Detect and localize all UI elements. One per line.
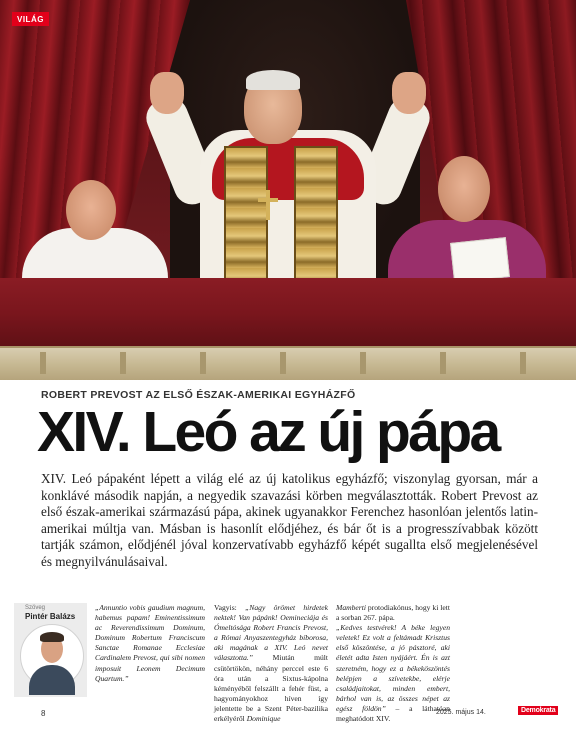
- balustrade-post: [200, 352, 206, 374]
- balustrade-post: [360, 352, 366, 374]
- body-column-2: [214, 603, 328, 724]
- balustrade-post: [40, 352, 46, 374]
- section-badge: VILÁG: [12, 12, 49, 26]
- pope-hand-right: [392, 72, 426, 114]
- balustrade-post: [120, 352, 126, 374]
- pectoral-cross-icon: [266, 190, 270, 220]
- pope-stole-left: [224, 146, 268, 284]
- avatar-body: [29, 665, 75, 695]
- page-number: 8: [41, 709, 46, 718]
- col2-text-c: Miután múlt csütörtökön, néhány perccel este 6 óra után a Sixtus-kápolna kéményéből felszállt a fehér füst, a hagyományokhoz híven így jelentette be a Szent Péter-bazilika erkélyéről: [214, 653, 328, 724]
- brand-logo: Demokrata: [518, 706, 558, 715]
- body-column-1: „Annuntio vobis gaudium magnum, habemus papam! Eminentissimum ac Reverendissimum Dominum, Dominum Robertum Franciscum Sanctae Romanae Ecclesiae Cardinalem Prevost, qui sibi nomen imposuit Leonem Decimum Quartum.”: [95, 603, 205, 683]
- col3-text-d: – a láthatóan meghatódott XIV.: [336, 703, 450, 724]
- bishop-left-head: [66, 180, 116, 240]
- col2-text-a: Vagyis:: [214, 603, 246, 612]
- pope-stole-right: [294, 146, 338, 284]
- balustrade: [0, 346, 576, 380]
- col2-quote: „Nagy örömet hirdetek nektek! Van pápánk! Oemineciája és Ómeltósága Robert Francis Prevost, a Római Anyaszentegyház bíborosa, aki magának a XIV. Leó nevet választotta.”: [214, 603, 328, 663]
- lead-paragraph: XIV. Leó pápaként lépett a világ elé az új katolikus egyházfő; viszonylag gyorsan, már a konklávé második napján, a negyedik szavazási körben megválasztották. Robert Prevost az első észak-amerikai származású pápa, akinek ugyanakkor Ferenchez hasonlóan jelentős latin-amerikai múltja van. Másban is hasonlít elődjéhez, és bár őt is a progresszívabbak között tartják számon, elődjénél jóval konzervatívabb egyházfő képét sugallta első megjelenésével és megnyilvánulásaival.: [41, 471, 538, 569]
- balustrade-post: [280, 352, 286, 374]
- body-column-3: [336, 603, 450, 724]
- author-avatar: [20, 624, 84, 688]
- pope-hair: [246, 70, 300, 90]
- kicker: ROBERT PREVOST AZ ELSŐ ÉSZAK-AMERIKAI EGYHÁZFŐ: [41, 389, 356, 401]
- col3-name: Mamberti: [336, 603, 366, 612]
- balustrade-post: [440, 352, 446, 374]
- headline: XIV. Leó az új pápa: [37, 400, 499, 464]
- avatar-hair: [40, 632, 64, 642]
- author-name: Pintér Balázs: [25, 612, 76, 621]
- pope-hand-left: [150, 72, 184, 114]
- issue-date: 2025. május 14.: [436, 709, 486, 716]
- col2-name: Dominique: [246, 714, 281, 724]
- col3-quote: „Kedves testvérek! A béke legyen veletek! Ez volt a feltámadt Krisztus első köszöntése, a jó pásztoré, aki életét adta Isten nyájáért. Én is azt szeretném, hogy ez a békeköszöntés belépjen a szívetekbe, elérje családjaitokat, minden embert, bárhol van is, az összes népet az egész földön”: [336, 623, 450, 713]
- balustrade-post: [520, 352, 526, 374]
- bishop-right-paper: [450, 237, 510, 283]
- bishop-right-head: [438, 156, 490, 222]
- balcony-drape: [0, 278, 576, 348]
- col3-text-b: protodiakónus, hogy ki lett a sorban 267. pápa.: [336, 603, 450, 623]
- author-role: Szöveg: [25, 605, 46, 611]
